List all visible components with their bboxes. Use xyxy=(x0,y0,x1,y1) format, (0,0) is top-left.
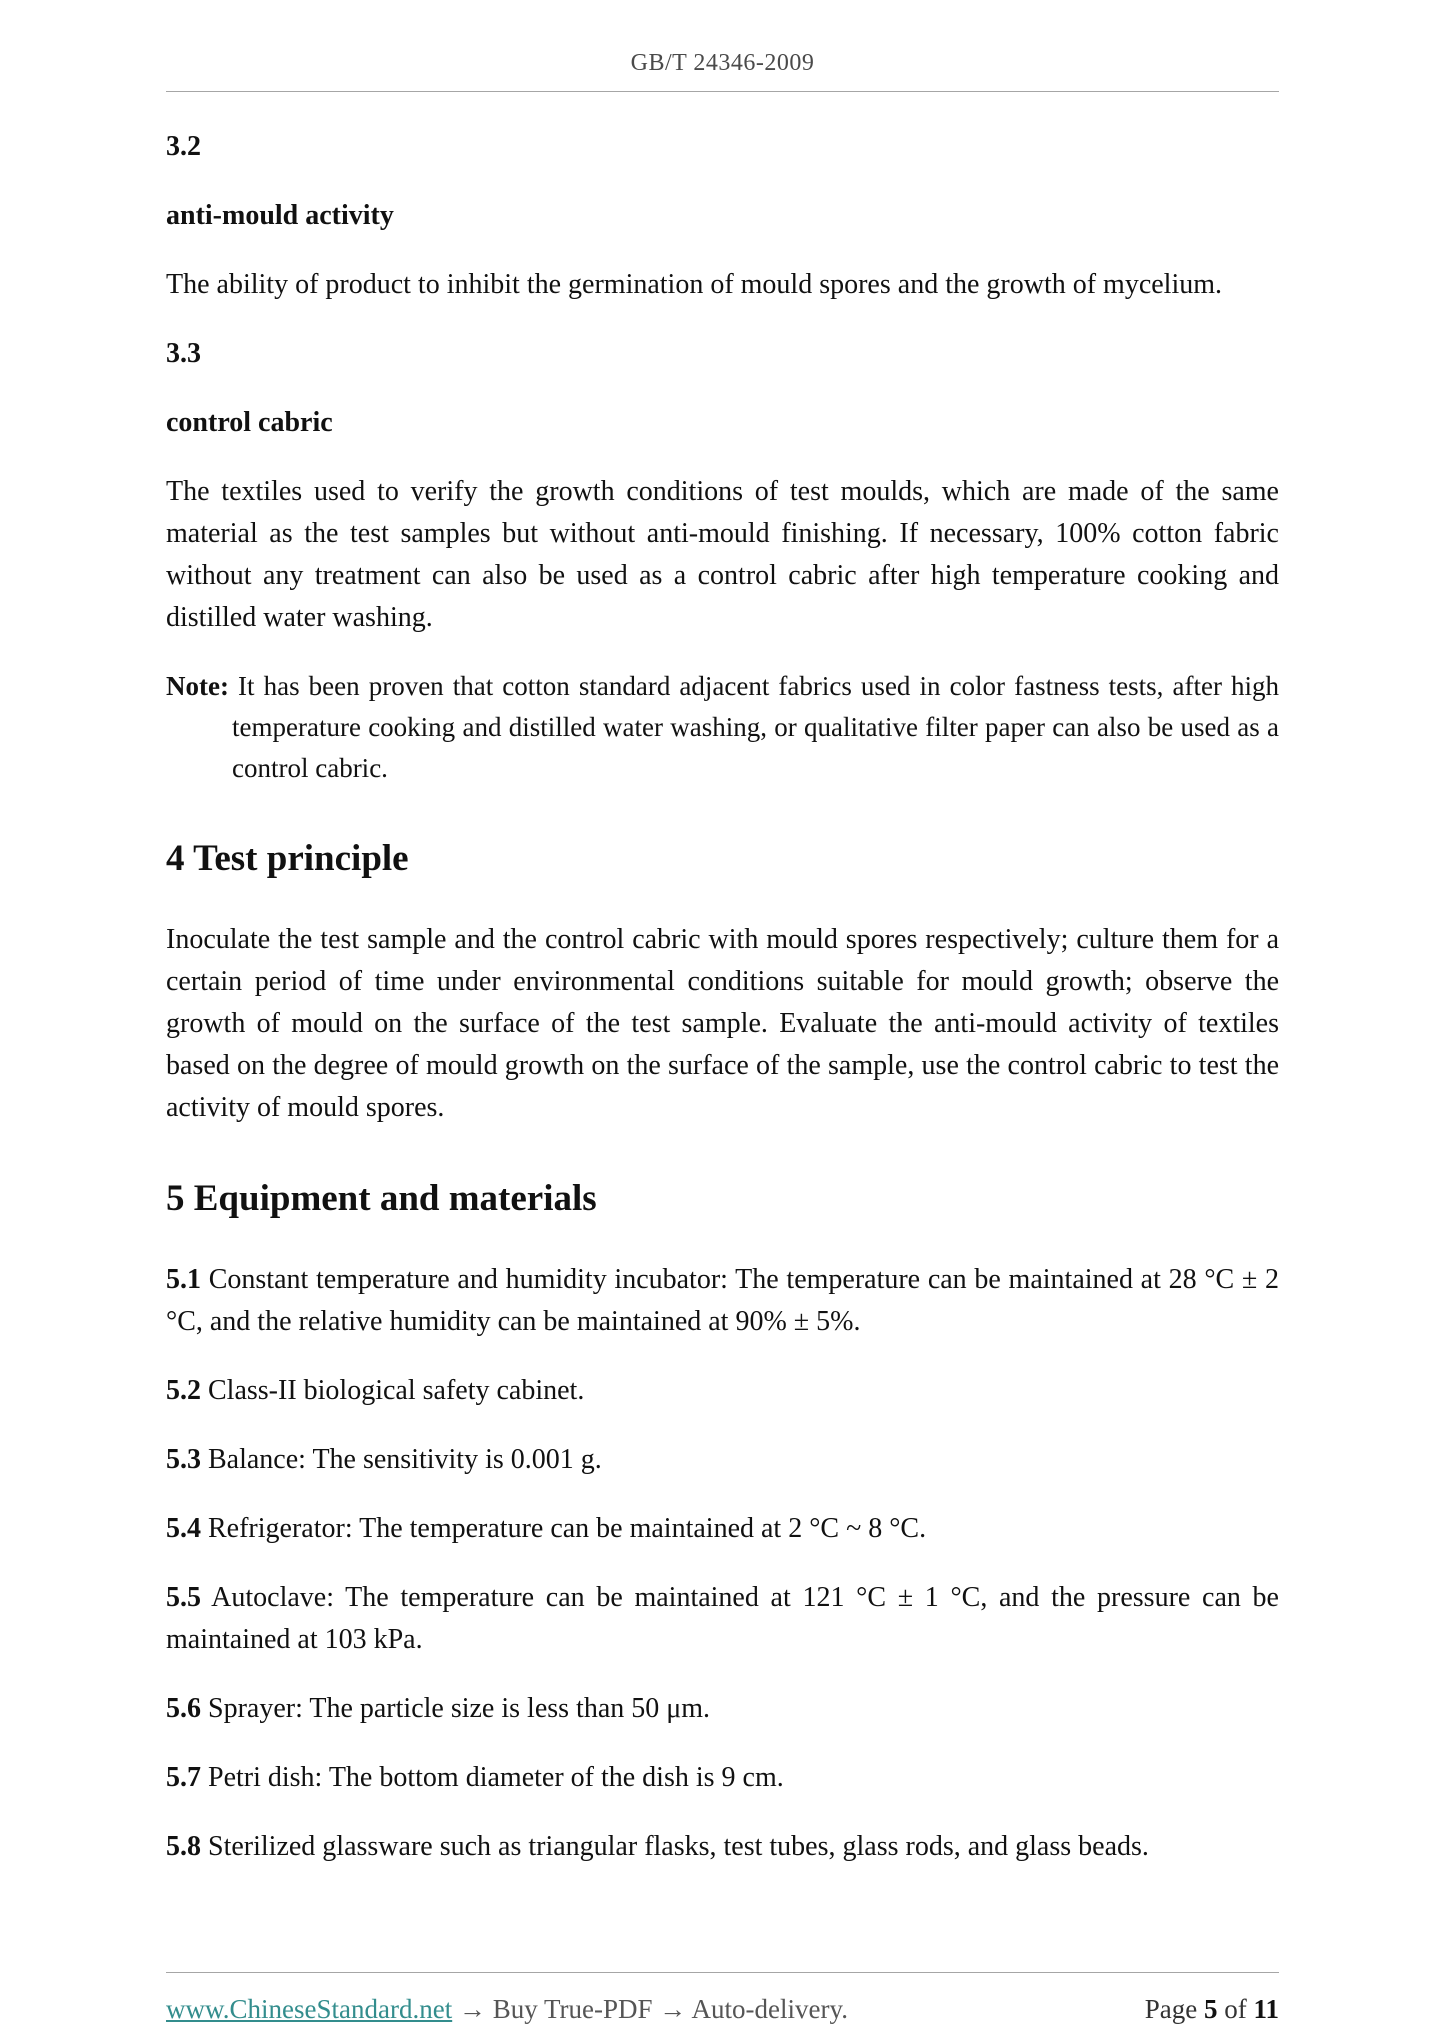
equipment-item-5-7 xyxy=(166,1757,1279,1799)
equipment-item-5-2 xyxy=(166,1370,1279,1412)
equipment-item-5-8 xyxy=(166,1826,1279,1868)
item-number: 5.8 xyxy=(166,1831,201,1862)
auto-delivery-text: Auto-delivery. xyxy=(691,1994,848,2024)
note-3-3 xyxy=(166,666,1279,789)
item-text: Sprayer: The particle size is less than 50 μm. xyxy=(208,1693,711,1724)
of-label: of xyxy=(1224,1994,1247,2024)
item-text: Constant temperature and humidity incubator: The temperature can be maintained at 28 °C ± 2 °C, and the relative humidity can be maintained at 90% ± 5%. xyxy=(166,1264,1280,1337)
arrow-icon: → xyxy=(659,1994,687,2024)
item-number: 5.1 xyxy=(166,1264,201,1295)
item-text: Autoclave: The temperature can be maintained at 121 °C ± 1 °C, and the pressure can be maintained at 103 kPa. xyxy=(166,1582,1279,1655)
definition-3-2: The ability of product to inhibit the germination of mould spores and the growth of mycelium. xyxy=(166,269,1223,300)
item-number: 5.7 xyxy=(166,1762,201,1793)
item-number: 5.6 xyxy=(166,1693,201,1724)
definition-3-3: The textiles used to verify the growth conditions of test moulds, which are made of the same material as the test samples but without anti-mould finishing. If necessary, 100% cotton fabric without any treatment can also be used as a control cabric after high temperature cooking and distilled water washing. xyxy=(166,476,1279,633)
item-number: 5.4 xyxy=(166,1513,201,1544)
item-text: Balance: The sensitivity is 0.001 g. xyxy=(208,1444,602,1475)
clause-number-3-3: 3.3 xyxy=(166,338,201,369)
item-text: Sterilized glassware such as triangular flasks, test tubes, glass rods, and glass beads. xyxy=(208,1831,1149,1862)
footer-promo xyxy=(166,1991,848,2028)
term-title-3-3: control cabric xyxy=(166,407,333,438)
page-number-indicator xyxy=(1145,1991,1279,2028)
section-heading-4: 4 Test principle xyxy=(166,838,409,879)
page-header xyxy=(0,0,1445,92)
current-page-number: 5 xyxy=(1203,1994,1218,2024)
document-body xyxy=(0,92,1445,1868)
footer-divider xyxy=(166,1972,1279,1973)
note-text: It has been proven that cotton standard adjacent fabrics used in color fastness tests, after high temperature cooking and distilled water washing, or qualitative filter paper can also be used as a control cabric. xyxy=(232,671,1280,783)
total-page-number: 11 xyxy=(1253,1994,1279,2024)
item-number: 5.2 xyxy=(166,1375,201,1406)
equipment-item-5-6 xyxy=(166,1688,1279,1730)
buy-true-pdf-text: Buy True-PDF xyxy=(492,1994,653,2024)
section-4-paragraph: Inoculate the test sample and the control cabric with mould spores respectively; culture them for a certain period of time under environmental conditions suitable for mould growth; observe the growth of mould on the surface of the test sample. Evaluate the anti-mould activity of textiles based on the degree of mould growth on the surface of the sample, use the control cabric to test the activity of mould spores. xyxy=(166,924,1279,1123)
equipment-item-5-5 xyxy=(166,1577,1279,1661)
equipment-item-5-4 xyxy=(166,1508,1279,1550)
standard-number: GB/T 24346-2009 xyxy=(630,50,815,76)
item-number: 5.5 xyxy=(166,1582,201,1613)
note-label: Note: xyxy=(166,671,229,701)
term-title-3-2: anti-mould activity xyxy=(166,200,394,231)
page-label: Page xyxy=(1144,1994,1198,2024)
item-text: Refrigerator: The temperature can be maintained at 2 °C ~ 8 °C. xyxy=(208,1513,927,1544)
arrow-icon: → xyxy=(458,1994,486,2024)
item-text: Class-II biological safety cabinet. xyxy=(208,1375,585,1406)
page-footer xyxy=(0,1972,1445,2028)
equipment-item-5-3 xyxy=(166,1439,1279,1481)
section-heading-5: 5 Equipment and materials xyxy=(166,1178,597,1219)
item-text: Petri dish: The bottom diameter of the dish is 9 cm. xyxy=(208,1762,784,1793)
clause-number-3-2: 3.2 xyxy=(166,131,201,162)
equipment-item-5-1 xyxy=(166,1259,1279,1343)
site-link[interactable]: www.ChineseStandard.net xyxy=(166,1994,453,2024)
item-number: 5.3 xyxy=(166,1444,201,1475)
